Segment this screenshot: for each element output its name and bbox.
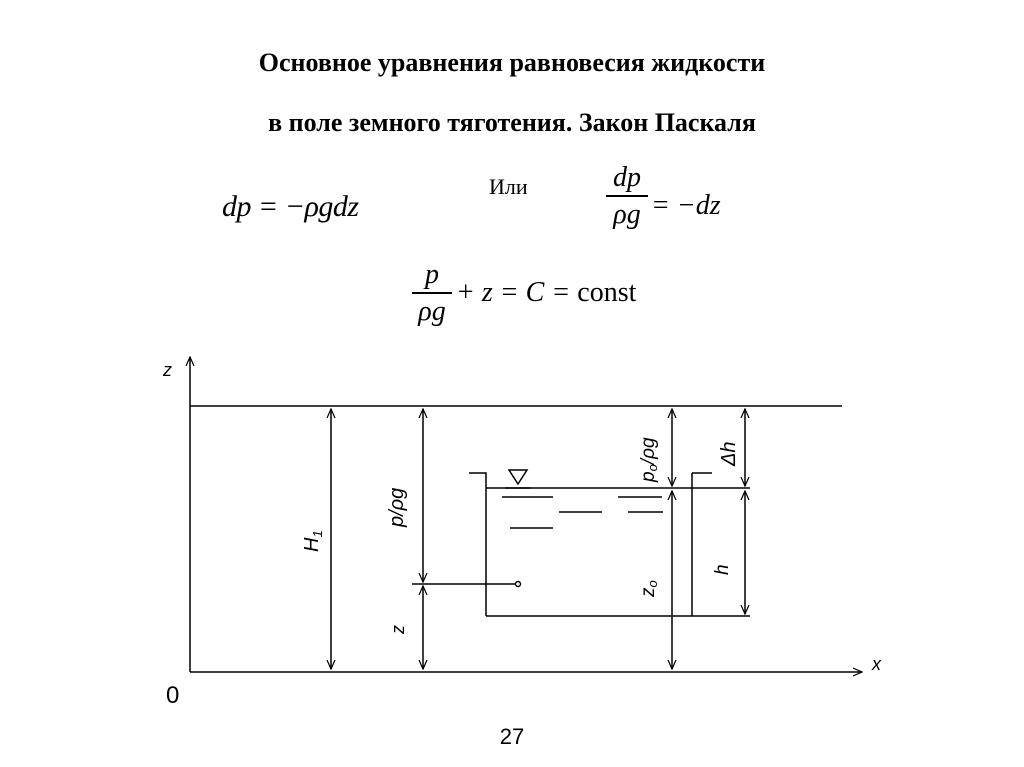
fraction-denominator: ρg bbox=[418, 296, 446, 328]
fraction-denominator: ρg bbox=[613, 199, 641, 231]
origin-label: 0 bbox=[166, 682, 180, 709]
z0-label: zo bbox=[638, 580, 660, 597]
z-dim-label: z bbox=[388, 625, 408, 634]
equation-2-rhs: = −dz bbox=[651, 190, 721, 221]
z-axis-label: z bbox=[163, 360, 172, 380]
fraction-numerator: dp bbox=[613, 162, 641, 193]
vessel-left-wall bbox=[469, 473, 486, 616]
fraction-numerator: p bbox=[425, 259, 439, 290]
or-word: Или bbox=[489, 174, 528, 199]
slide-title-line1: Основное уравнения равновесия жидкости bbox=[258, 48, 766, 77]
page-number: 27 bbox=[499, 724, 525, 749]
p0-rho-g-label: po/ρg bbox=[638, 437, 660, 482]
equation-3-const: const bbox=[570, 277, 637, 308]
equation-differential: dp = −ρgdz bbox=[222, 190, 359, 223]
p-rho-g-label: p/ρg bbox=[386, 487, 408, 527]
x-axis-label: x bbox=[872, 654, 881, 674]
point-marker bbox=[516, 582, 521, 587]
equation-3-terms: + z = C = bbox=[456, 277, 571, 308]
delta-h-label: Δh bbox=[718, 441, 740, 466]
slide-title-line2: в поле земного тяготения. Закон Паскаля bbox=[268, 108, 756, 137]
h-label: h bbox=[712, 564, 733, 575]
H1-label: $H_1$ bbox=[301, 530, 325, 552]
surface-level-marker bbox=[509, 470, 527, 484]
